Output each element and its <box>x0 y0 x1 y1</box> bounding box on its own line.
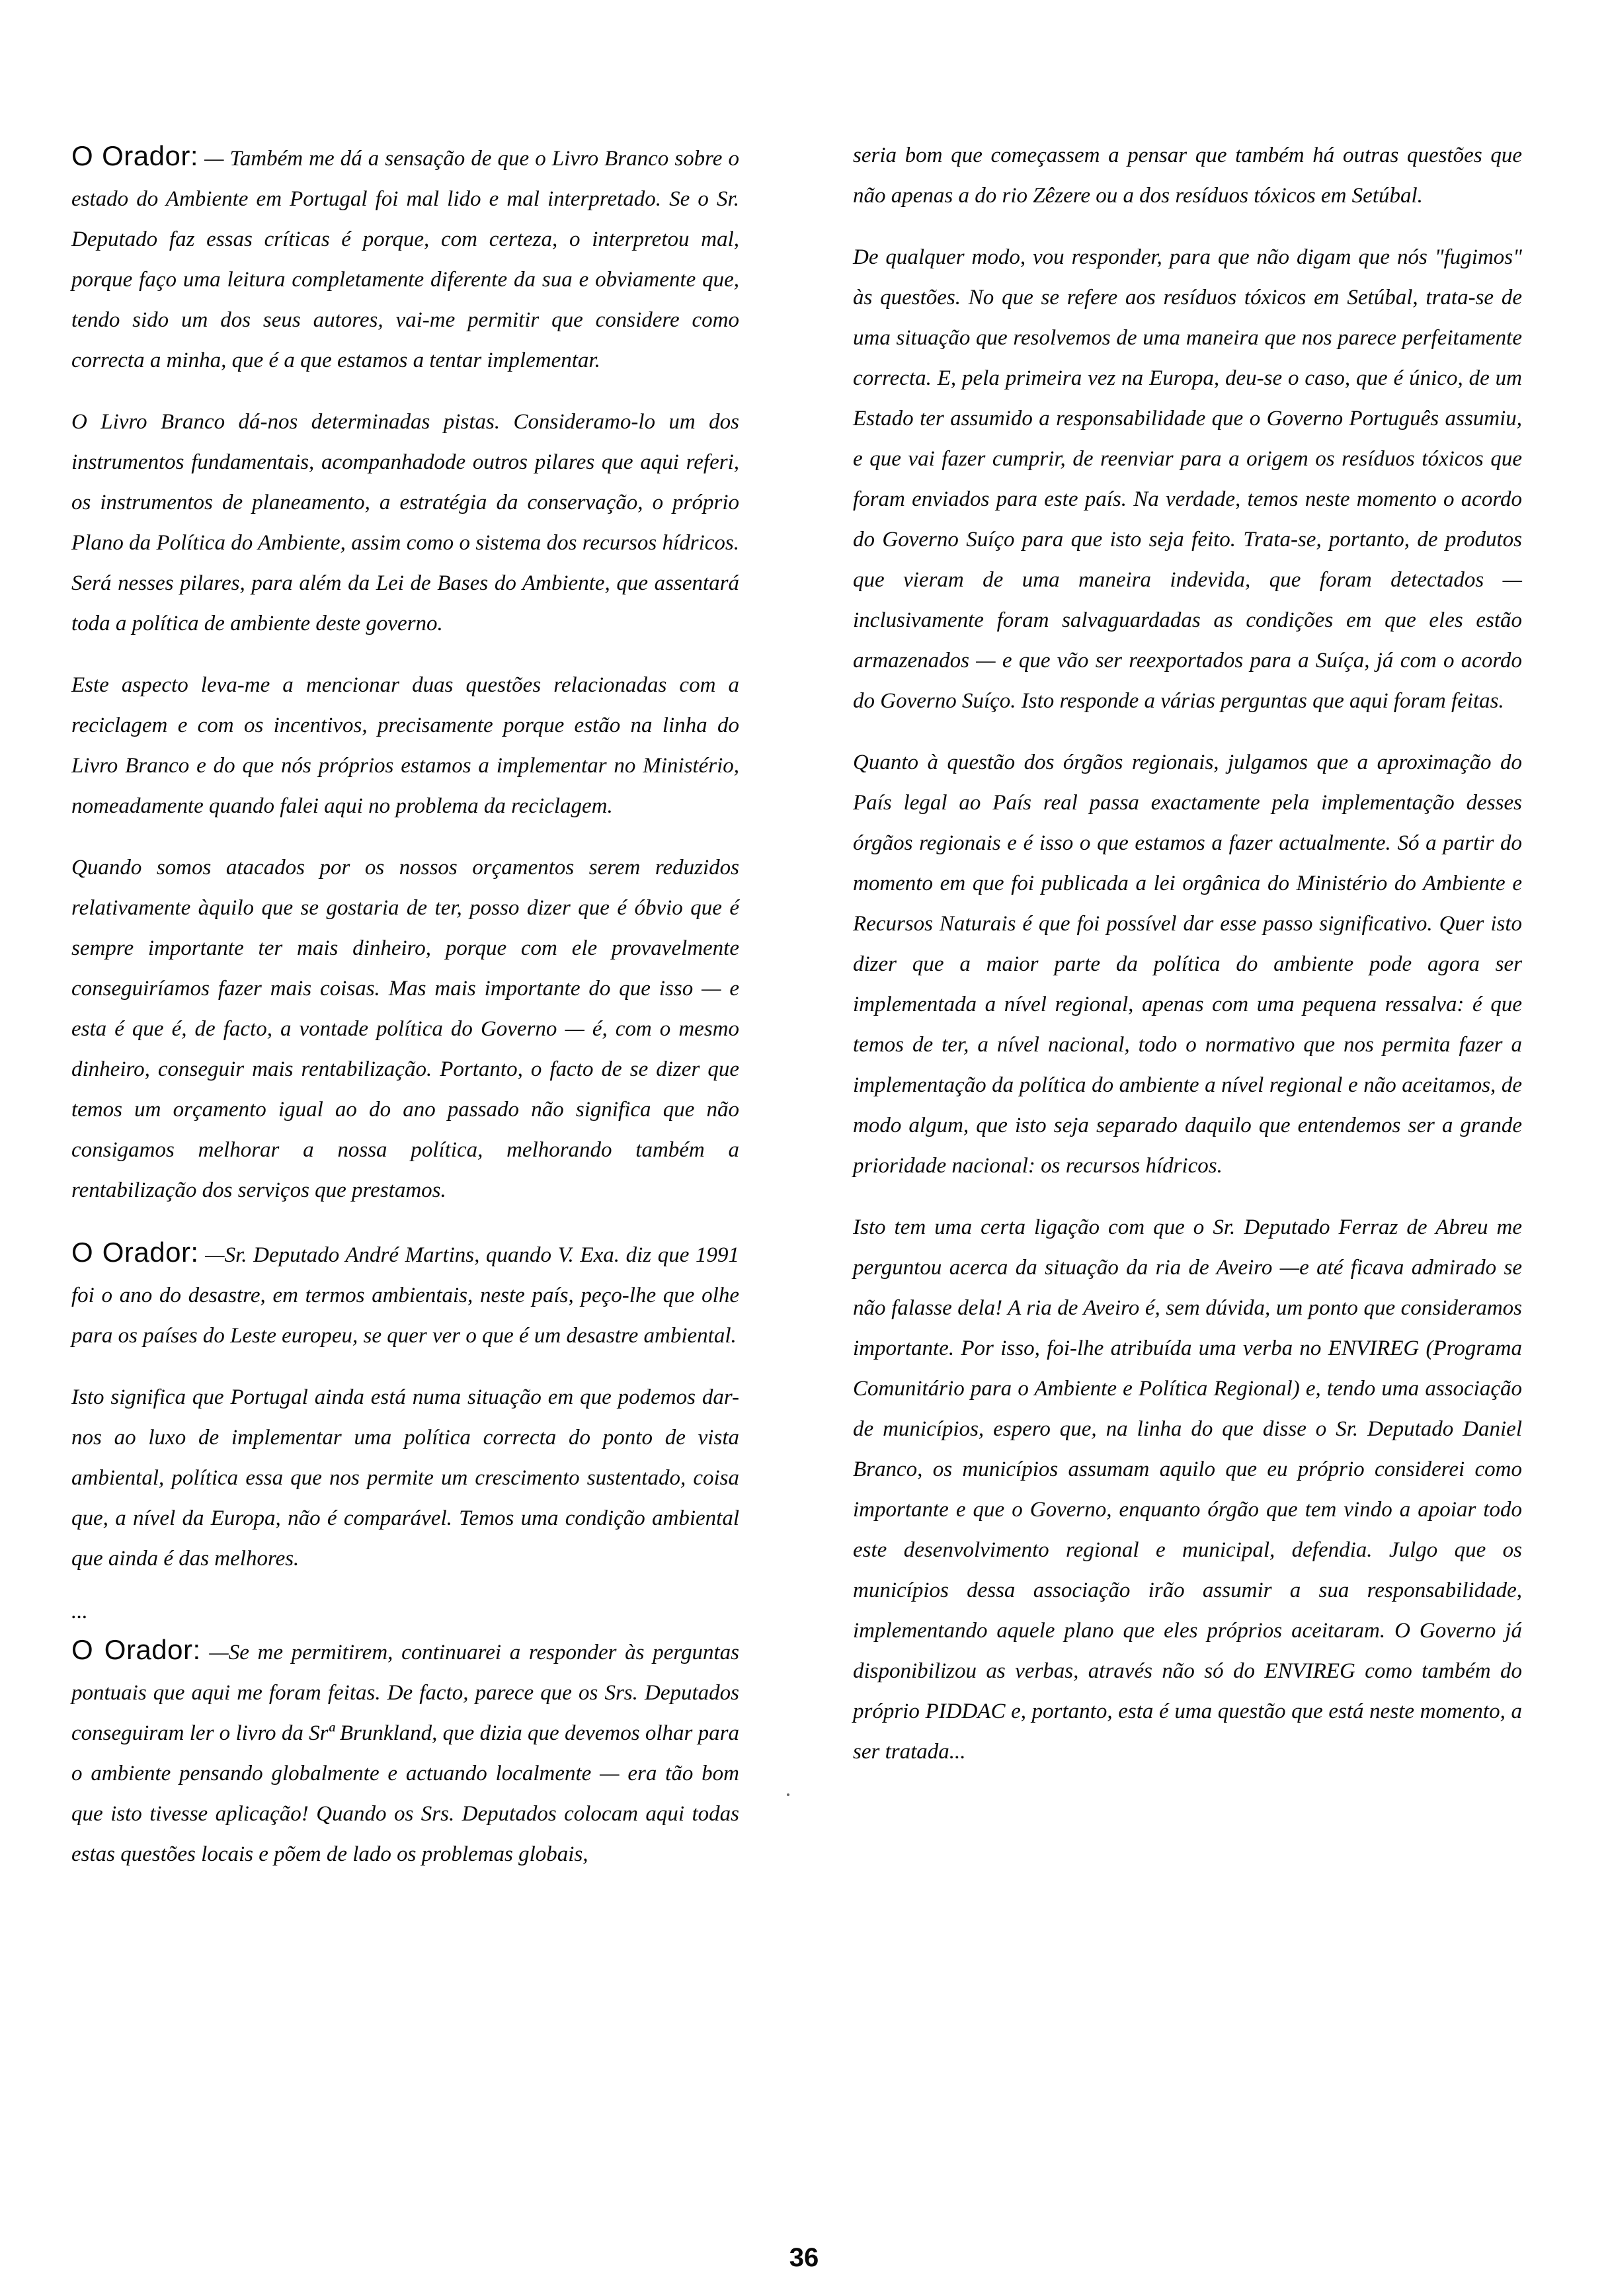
paragraph <box>71 1629 739 1875</box>
paragraph <box>71 136 739 381</box>
omission-ellipsis: ... <box>71 1600 88 1623</box>
left-column <box>71 136 739 1896</box>
paragraph: Quando somos atacados por os nossos orçamentos serem reduzidos relativamente àquilo que se gostaria de ter, posso dizer que é óbvio que é sempre importante ter mais dinheiro, porque com ele provavelmente conseguiríamos fazer mais coisas. Mas mais importante do que isso — e esta é que é, de facto, a vontade política do Governo — é, com o mesmo dinheiro, conseguir mais rentabilização. Portanto, o facto de se dizer que temos um orçamento igual ao do ano passado não significa que não consigamos melhorar a nossa política, melhorando também a rentabilização dos serviços que prestamos. <box>71 856 739 1202</box>
page-number: 36 <box>789 2243 819 2272</box>
paragraph-text: — Também me dá a sensação de que o Livro Branco sobre o estado do Ambiente em Portugal foi mal lido e mal interpretado. Se o Sr. Deputado faz essas críticas é porque, com certeza, o interpretou mal, porque faço uma leitura completamente diferente da sua e obviamente que, tendo sido um dos seus autores, vai-me permitir que considere como correcta a minha, que é a que estamos a tentar implementar. <box>71 147 739 372</box>
paragraph: De qualquer modo, vou responder, para que não digam que nós "fugimos" às questões. No que se refere aos resíduos tóxicos em Setúbal, trata-se de uma situação que resolvemos de uma maneira que nos parece perfeitamente correcta. E, pela primeira vez na Europa, deu-se o caso, que é único, de um Estado ter assumido a responsabilidade que o Governo Português assumiu, e que vai fazer cumprir, de reenviar para a origem os resíduos tóxicos que foram enviados para este país. Na verdade, temos neste momento o acordo do Governo Suíço para que isto seja feito. Trata-se, portanto, de produtos que vieram de uma maneira indevida, que foram detectados — inclusivamente foram salvaguardadas as condições em que eles estão armazenados — e que vão ser reexportados para a Suíça, já com o acordo do Governo Suíço. Isto responde a várias perguntas que aqui foram feitas. <box>853 245 1522 713</box>
speaker-label: O Orador: <box>71 1237 199 1268</box>
paragraph: O Livro Branco dá-nos determinadas pistas. Consideramo-lo um dos instrumentos fundamentais, acompanhadode outros pilares que aqui referi, os instrumentos de planeamento, a estratégia da conservação, o próprio Plano da Política do Ambiente, assim como o sistema dos recursos hídricos. Será nesses pilares, para além da Lei de Bases do Ambiente, que assentará toda a política de ambiente deste governo. <box>71 410 739 636</box>
right-column <box>853 136 1522 1793</box>
paragraph-text: —Se me permitirem, continuarei a responder às perguntas pontuais que aqui me foram feitas. De facto, parece que os Srs. Deputados conseguiram ler o livro da Srª Brunkland, que dizia que devemos olhar para o ambiente pensando globalmente e actuando localmente — era tão bom que isto tivesse aplicação! Quando os Srs. Deputados colocam aqui todas estas questões locais e põem de lado os problemas globais, <box>71 1641 739 1866</box>
speaker-label: O Orador: <box>71 140 199 171</box>
paragraph: Quanto à questão dos órgãos regionais, julgamos que a aproximação do País legal ao País real passa exactamente pela implementação desses órgãos regionais e é isso o que estamos a fazer actualmente. Só a partir do momento em que foi publicada a lei orgânica do Ministério do Ambiente e Recursos Naturais é que foi possível dar esse passo significativo. Quer isto dizer que a maior parte da política do ambiente pode agora ser implementada a nível regional, apenas com uma pequena ressalva: é que temos de ter, a nível nacional, todo o normativo que nos permita fazer a implementação da política do ambiente a nível regional e não aceitamos, de modo algum, que isto seja separado daquilo que entendemos ser a grande prioridade nacional: os recursos hídricos. <box>853 751 1522 1178</box>
speaker-label: O Orador: <box>71 1634 201 1665</box>
paragraph: Isto significa que Portugal ainda está numa situação em que podemos dar-nos ao luxo de implementar uma política correcta do ponto de vista ambiental, política essa que nos permite um crescimento sustentado, coisa que, a nível da Europa, não é comparável. Temos uma condição ambiental que ainda é das melhores. <box>71 1385 739 1571</box>
paragraph: seria bom que começassem a pensar que também há outras questões que não apenas a do rio Zêzere ou a dos resíduos tóxicos em Setúbal. <box>853 144 1522 208</box>
scan-speck <box>787 1793 789 1796</box>
paragraph <box>71 1232 739 1356</box>
paragraph: Isto tem uma certa ligação com que o Sr. Deputado Ferraz de Abreu me perguntou acerca da situação da ria de Aveiro —e até ficava admirado se não falasse dela! A ria de Aveiro é, sem dúvida, um ponto que consideramos importante. Por isso, foi-lhe atribuída uma verba no ENVIREG (Programa Comunitário para o Ambiente e Política Regional) e, tendo uma associação de municípios, espero que, na linha do que disse o Sr. Deputado Daniel Branco, os municípios assumam aquilo que eu próprio considerei como importante e que o Governo, enquanto órgão que tem vindo a apoiar todo este desenvolvimento regional e municipal, defendia. Julgo que os municípios dessa associação irão assumir a sua responsabilidade, implementando aquele plano que eles próprios aceitaram. O Governo já disponibilizou as verbas, através não só do ENVIREG como também do próprio PIDDAC e, portanto, esta é uma questão que está neste momento, a ser tratada... <box>853 1215 1522 1764</box>
paragraph-text: —Sr. Deputado André Martins, quando V. Exa. diz que 1991 foi o ano do desastre, em termos ambientais, neste país, peço-lhe que olhe para os países do Leste europeu, se quer ver o que é um desastre ambiental. <box>71 1243 740 1348</box>
paragraph: Este aspecto leva-me a mencionar duas questões relacionadas com a reciclagem e com os incentivos, precisamente porque estão na linha do Livro Branco e do que nós próprios estamos a implementar no Ministério, nomeadamente quando falei aqui no problema da reciclagem. <box>71 673 739 818</box>
